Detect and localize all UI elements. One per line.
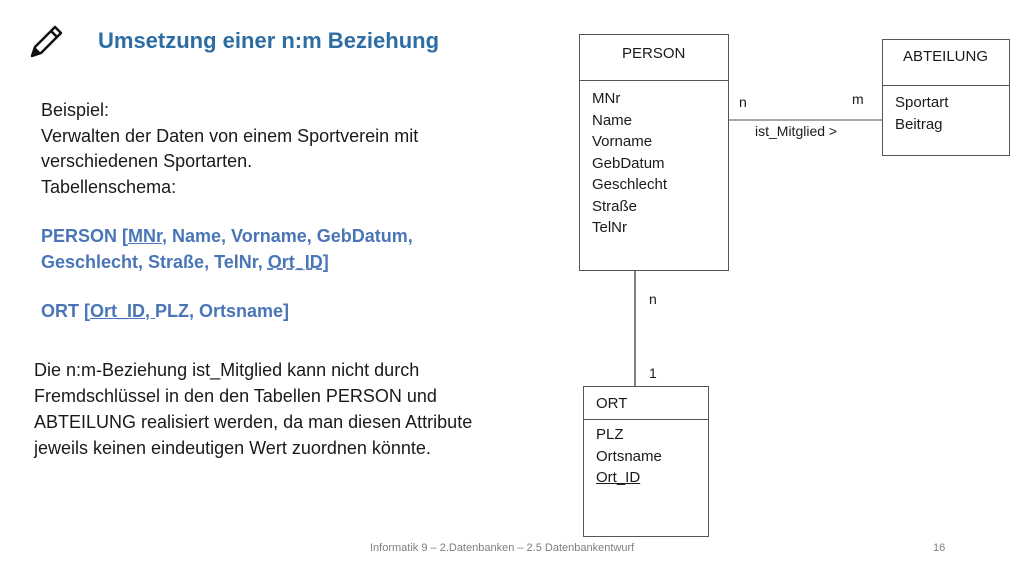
example-label: Beispiel: <box>41 100 110 120</box>
person-entity-name: PERSON <box>622 45 686 62</box>
ort-attribute: PLZ <box>596 426 624 443</box>
person-attribute: Geschlecht <box>592 176 668 193</box>
ort-primary-key: Ort_ID, <box>90 301 156 321</box>
ort-entity-name: ORT <box>596 395 628 412</box>
explanation-line-4: jeweils keinen eindeutigen Wert zuordnen könnte. <box>34 438 431 458</box>
relation-label-ist-mitglied: ist_Mitglied > <box>755 123 838 139</box>
person-primary-key: MNr <box>128 226 163 246</box>
person-attribute: Straße <box>592 197 638 215</box>
ort-attribute-key: Ort_ID <box>596 469 641 486</box>
person-entity <box>579 34 729 271</box>
footer-text: Informatik 9 – 2.Datenbanken – 2.5 Datenbankentwurf <box>370 542 635 554</box>
abteilung-entity-header <box>883 40 1009 86</box>
abteilung-entity-name: ABTEILUNG <box>903 48 989 65</box>
abteilung-attribute: Sportart <box>895 94 949 111</box>
person-schema-prefix: PERSON [ <box>41 226 129 246</box>
person-attribute: TelNr <box>592 219 628 236</box>
page-title: Umsetzung einer n:m Beziehung <box>98 28 440 53</box>
example-line-2: Verwalten der Daten von einem Sportverein mit <box>41 125 419 146</box>
abteilung-attribute-list <box>883 86 1009 135</box>
ort-entity-header <box>584 387 708 420</box>
explanation-line-3: ABTEILUNG realisiert werden, da man diesen Attribute <box>34 412 473 432</box>
person-entity-header <box>580 35 728 81</box>
ort-schema-prefix: ORT [ <box>41 301 90 321</box>
person-schema-end: ] <box>322 251 329 272</box>
cardinality-abteilung-m: m <box>852 91 864 107</box>
abteilung-attribute: Beitrag <box>895 115 943 133</box>
person-attribute: GebDatum <box>592 154 665 172</box>
ort-schema-attributes: PLZ, Ortsname] <box>155 301 290 321</box>
page-number: 16 <box>933 542 946 554</box>
explanation-line-2: Fremdschlüssel in den den Tabellen PERSON und <box>34 386 437 406</box>
ort-attribute: Ortsname <box>596 447 662 465</box>
cardinality-person-ort-n: n <box>649 291 657 307</box>
cardinality-person-n: n <box>739 94 747 110</box>
person-attribute: Vorname <box>592 133 653 150</box>
person-attribute-list <box>580 81 728 239</box>
cardinality-ort-1: 1 <box>649 365 657 381</box>
person-foreign-key: Ort_ID <box>267 251 323 272</box>
ort-attribute-list <box>584 420 708 489</box>
ort-entity <box>583 386 709 537</box>
person-attribute: MNr <box>592 90 621 107</box>
person-attribute: Name <box>592 111 633 129</box>
example-line-3: verschiedenen Sportarten. <box>41 151 253 171</box>
explanation-line-1: Die n:m-Beziehung ist_Mitglied kann nicht durch <box>34 360 420 380</box>
person-schema-attributes: , Name, Vorname, GebDatum, <box>162 226 413 246</box>
schema-label: Tabellenschema: <box>41 176 177 197</box>
abteilung-entity <box>882 39 1010 156</box>
person-schema-attributes-2: Geschlecht, Straße, TelNr, <box>41 251 268 272</box>
